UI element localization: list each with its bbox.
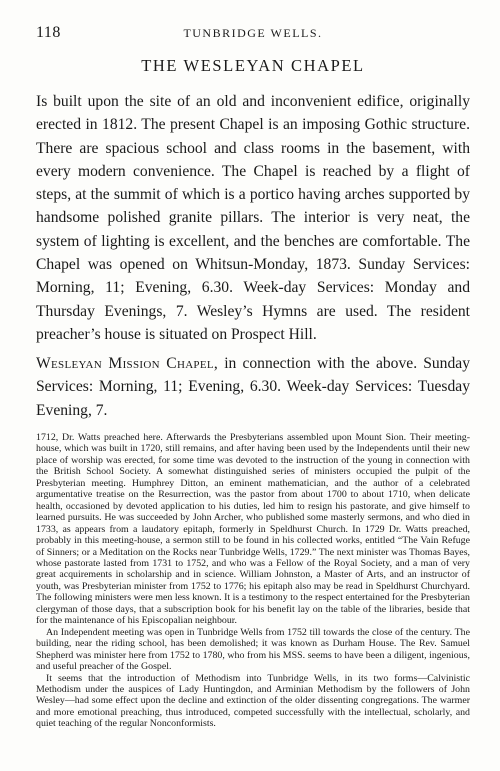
running-title: TUNBRIDGE WELLS. xyxy=(183,26,323,40)
page-header xyxy=(36,24,470,44)
main-body xyxy=(36,90,470,346)
footnote-paragraph-1: 1712, Dr. Watts preached here. Afterwards the Presbyterians assembled upon Mount Sion. Their meeting-house, which was built in 1720, still remains, and after having been used by the Independents until their new place of worship was erected, for some time was devoted to the instruction of the young in connection with the British School Society. A somewhat distinguished series of ministers occupied the pulpit of the Presbyterian meeting. Humphrey Ditton, an eminent mathematician, and the author of a celebrated argumentative treatise on the Resurrection, was the pastor from about 1700 to about 1710, when delicate health, occasioned by devoted application to his duties, led him to resign his pastorate, and give himself to learned pursuits. He was succeeded by John Archer, who published some masterly sermons, and who died in 1733, as appears from a laudatory epitaph, formerly in Speldhurst Church. In 1729 Dr. Watts preached, probably in this meeting-house, a sermon still to be found in his collected works, entitled “The Vain Refuge of Sinners; or a Meditation on the Rocks near Tunbridge Wells, 1729.” The next minister was Thomas Bayes, whose pastorate lasted from 1731 to 1752, and who was a Fellow of the Royal Society, and a man of very great acquirements in scholarship and in science. William Johnston, a Master of Arts, and an instructor of youth, was Presbyterian minister from 1752 to 1776; his epitaph also may be read in Speldhurst Churchyard. The following ministers were men less known. It is a testimony to the respect entertained for the Presbyterian clergyman of those days, that a subscription book for his benefit lay on the table of the libraries, beside that for the maintenance of his Episcopalian neighbour. xyxy=(36,432,470,627)
mission-text: in connection with the above. Sunday Services: Morning, 11; Evening, 6.30. Week-day Services: Tuesday Evening, 7. xyxy=(36,355,470,419)
chapter-title: THE WESLEYAN CHAPEL xyxy=(141,56,365,75)
footnote xyxy=(36,432,470,730)
page-number: 118 xyxy=(36,24,61,41)
mission-paragraph xyxy=(36,352,470,422)
footnote-paragraph-2: An Independent meeting was open in Tunbridge Wells from 1752 till towards the close of the century. The building, near the riding school, has been demolished; it was known as Durham House. The Rev. Samuel Shepherd was minister here from 1752 to 1780, who from his MSS. seems to have been a diligent, ingenious, and useful preacher of the Gospel. xyxy=(36,626,470,673)
main-paragraph: Is built upon the site of an old and inconvenient edifice, originally erected in 1812. The present Chapel is an imposing Gothic structure. There are spacious school and class rooms in the basement, with every modern convenience. The Chapel is reached by a flight of steps, at the summit of which is a portico having arches supported by handsome polished granite pillars. The interior is very neat, the system of lighting is excellent, and the benches are comfortable. The Chapel was opened on Whitsun-Monday, 1873. Sunday Services: Morning, 11; Evening, 6.30. Week-day Services: Monday and Thursday Evenings, 7. Wesley’s Hymns are used. The resident preacher’s house is situated on Prospect Hill. xyxy=(36,93,470,343)
mission-lead: Wesleyan Mission Chapel, xyxy=(36,355,219,372)
mission-section xyxy=(36,352,470,422)
footnote-paragraph-3: It seems that the introduction of Methodism into Tunbridge Wells, in its two forms—Calvinistic Methodism under the auspices of Lady Huntingdon, and Arminian Methodism by the followers of John Wesley—had some effect upon the decline and extinction of the older dissenting congregations. The warmer and more emotional preaching, thus introduced, competed successfully with the intellectual, scholarly, and quiet teaching of the regular Nonconformists. xyxy=(36,672,470,730)
